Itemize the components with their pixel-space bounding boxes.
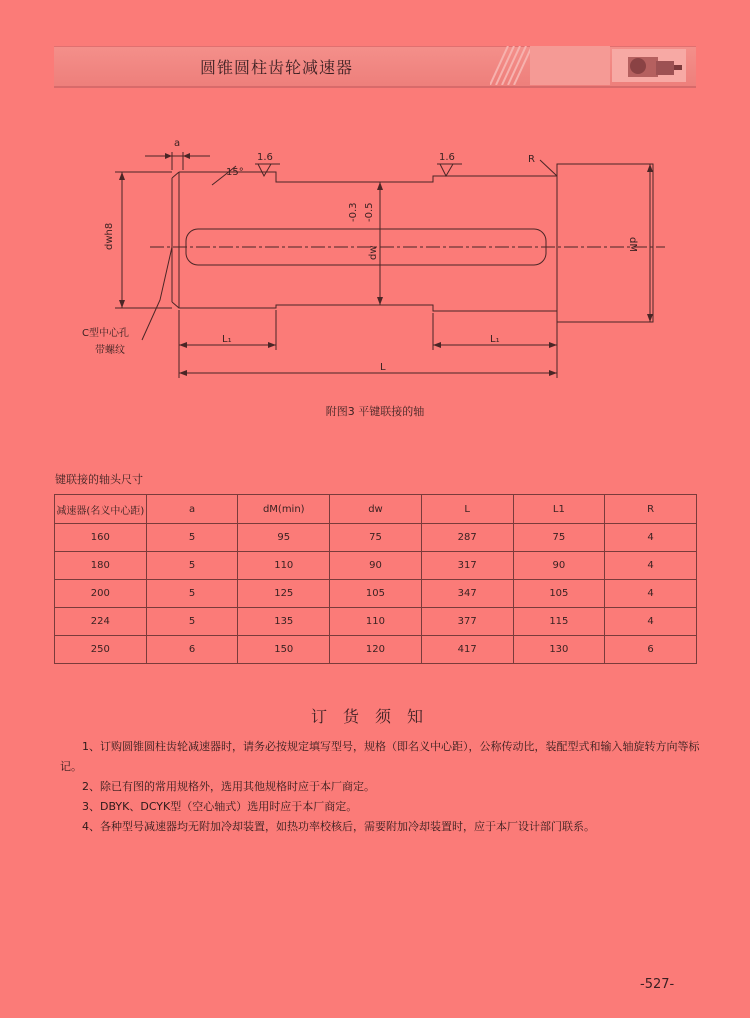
table-cell: 4: [605, 524, 697, 552]
label-roughness-left: 1.6: [257, 152, 273, 163]
table-cell: 347: [421, 580, 513, 608]
header-cell: dw: [330, 495, 422, 524]
table-cell: 5: [146, 608, 238, 636]
table-cell: 75: [513, 524, 605, 552]
table-row: [55, 580, 697, 608]
shaft-drawing: [0, 0, 750, 420]
label-r: R: [528, 154, 535, 165]
table-cell: 105: [513, 580, 605, 608]
notice-item-1: 1、订购圆锥圆柱齿轮减速器时，请务必按规定填写型号，规格（即名义中心距），公称传动比，装配型式和输入轴旋转方向等标记。: [60, 740, 700, 773]
table-cell: 287: [421, 524, 513, 552]
label-roughness-right: 1.6: [439, 152, 455, 163]
table-cell: 317: [421, 552, 513, 580]
label-tol-upper: -0.3: [348, 202, 359, 222]
table-row: [55, 636, 697, 664]
table-cell: 110: [330, 608, 422, 636]
header-cell: 减速器(名义中心距): [55, 495, 147, 524]
table-cell: 110: [238, 552, 330, 580]
page-number: -527-: [640, 977, 675, 992]
table-cell: 5: [146, 524, 238, 552]
label-a: a: [174, 138, 181, 149]
header-cell: L1: [513, 495, 605, 524]
table-cell: 6: [146, 636, 238, 664]
table-cell: 250: [55, 636, 147, 664]
table-cell: 90: [513, 552, 605, 580]
header-cell: L: [421, 495, 513, 524]
table-cell: 90: [330, 552, 422, 580]
table-cell: 224: [55, 608, 147, 636]
figure-caption: 附图3 平键联接的轴: [325, 405, 425, 418]
table-cell: 75: [330, 524, 422, 552]
notice-item-2: 2、除已有图的常用规格外，选用其他规格时应于本厂商定。: [82, 780, 375, 793]
table-cell: 417: [421, 636, 513, 664]
table-cell: 180: [55, 552, 147, 580]
label-dm: dM: [627, 237, 638, 252]
label-dwh: dwh8: [104, 222, 115, 250]
table-cell: 150: [238, 636, 330, 664]
label-center-hole-1: C型中心孔: [82, 328, 129, 339]
header-cell: R: [605, 495, 697, 524]
table-row: [55, 552, 697, 580]
label-dw: dw: [368, 245, 379, 260]
notice-heading: 订货须知: [310, 707, 439, 726]
table-cell: 4: [605, 608, 697, 636]
header-cell: a: [146, 495, 238, 524]
table-cell: 135: [238, 608, 330, 636]
label-l-total: L: [380, 362, 386, 373]
table-title: 键联接的轴头尺寸: [55, 473, 143, 486]
table-cell: 95: [238, 524, 330, 552]
table-cell: 130: [513, 636, 605, 664]
label-center-hole-2: 带螺纹: [95, 345, 125, 356]
page-title: 圆锥圆柱齿轮减速器: [200, 58, 354, 77]
table-header-row: [55, 495, 697, 524]
table-cell: 5: [146, 552, 238, 580]
label-tol-lower: -0.5: [364, 202, 375, 222]
header-cell: dM(min): [238, 495, 330, 524]
table-cell: 5: [146, 580, 238, 608]
notice-item-4: 4、各种型号减速器均无附加冷却装置，如热功率校核后，需要附加冷却装置时，应于本厂设计部门联系。: [82, 820, 595, 833]
label-l1-right: L₁: [490, 334, 500, 345]
table-cell: 4: [605, 580, 697, 608]
table-row: [55, 524, 697, 552]
table-cell: 105: [330, 580, 422, 608]
table-cell: 6: [605, 636, 697, 664]
table-cell: 377: [421, 608, 513, 636]
label-angle: 15°: [226, 167, 244, 178]
table-cell: 200: [55, 580, 147, 608]
notice-item-3: 3、DBYK、DCYK型（空心轴式）选用时应于本厂商定。: [82, 800, 358, 813]
table-cell: 120: [330, 636, 422, 664]
table-cell: 160: [55, 524, 147, 552]
dimensions-table: [54, 494, 697, 664]
table-cell: 125: [238, 580, 330, 608]
label-l1-left: L₁: [222, 334, 232, 345]
table-cell: 4: [605, 552, 697, 580]
table-row: [55, 608, 697, 636]
table-cell: 115: [513, 608, 605, 636]
